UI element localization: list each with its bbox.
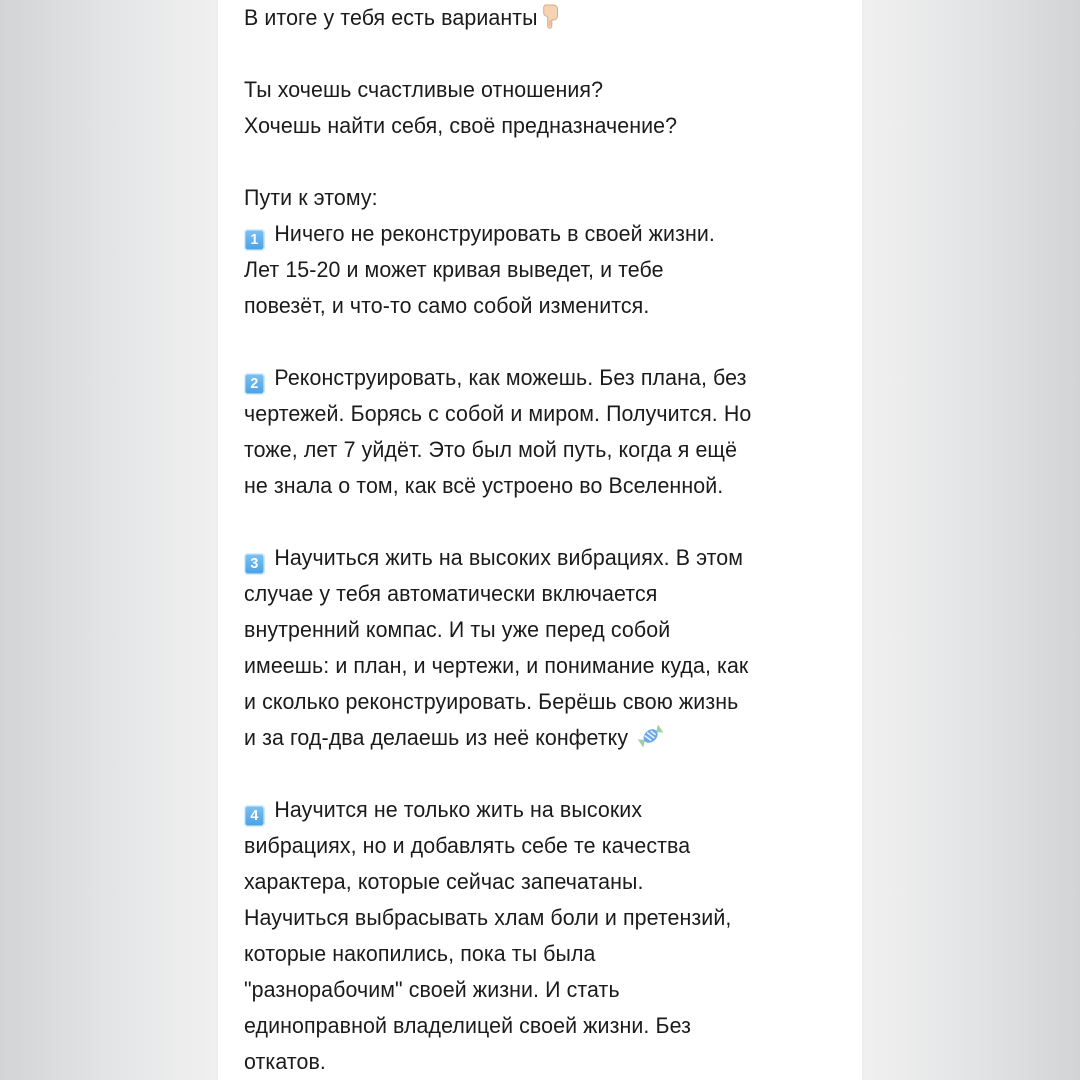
text-line: Ты хочешь счастливые отношения? [244,77,604,102]
text-line: и за год-два делаешь из неё конфетку [244,720,814,756]
blank-line [244,756,814,792]
text-line: 3 Научиться жить на высоких вибрациях. В этом [244,540,814,576]
text-line: случае у тебя автоматически включается [244,581,658,606]
pointing-down-icon [540,3,563,40]
text-line: Научиться выбрасывать хлам боли и претензий, [244,905,732,930]
text-line: которые накопились, пока ты была [244,941,596,966]
text-line: не знала о том, как всё устроено во Вселенной. [244,473,724,498]
keycap-1-icon: 1 [244,229,265,251]
text-line: В итоге у тебя есть варианты [244,0,814,36]
keycap-4-icon: 4 [244,805,265,827]
text-line: "разнорабочим" своей жизни. И стать [244,977,620,1002]
text-line: 4 Научится не только жить на высоких [244,792,814,828]
keycap-3-icon: 3 [244,553,265,575]
text-line: 2 Реконструировать, как можешь. Без плана, без [244,360,814,396]
text-line: 1 Ничего не реконструировать в своей жизни. [244,216,814,252]
text-line: единоправной владелицей своей жизни. Без [244,1013,692,1038]
text-line: откатов. [244,1049,326,1074]
text-line: имеешь: и план, и чертежи, и понимание куда, как [244,653,749,678]
text-line: характера, которые сейчас запечатаны. [244,869,644,894]
blank-line [244,324,814,360]
blank-line [244,504,814,540]
text-line: внутренний компас. И ты уже перед собой [244,617,671,642]
blank-line [244,36,814,72]
post-text [244,0,814,1080]
keycap-2-icon: 2 [244,373,265,395]
candy-icon [636,723,665,760]
text-line: Пути к этому: [244,185,378,210]
text-line: чертежей. Борясь с собой и миром. Получится. Но [244,401,752,426]
text-line: вибрациях, но и добавлять себе те качества [244,833,691,858]
text-line: Хочешь найти себя, своё предназначение? [244,113,678,138]
text-line: и сколько реконструировать. Берёшь свою жизнь [244,689,739,714]
text-line: повезёт, и что-то само собой изменится. [244,293,650,318]
blank-line [244,144,814,180]
text-line: тоже, лет 7 уйдёт. Это был мой путь, когда я ещё [244,437,738,462]
text-line: Лет 15-20 и может кривая выведет, и тебе [244,257,664,282]
